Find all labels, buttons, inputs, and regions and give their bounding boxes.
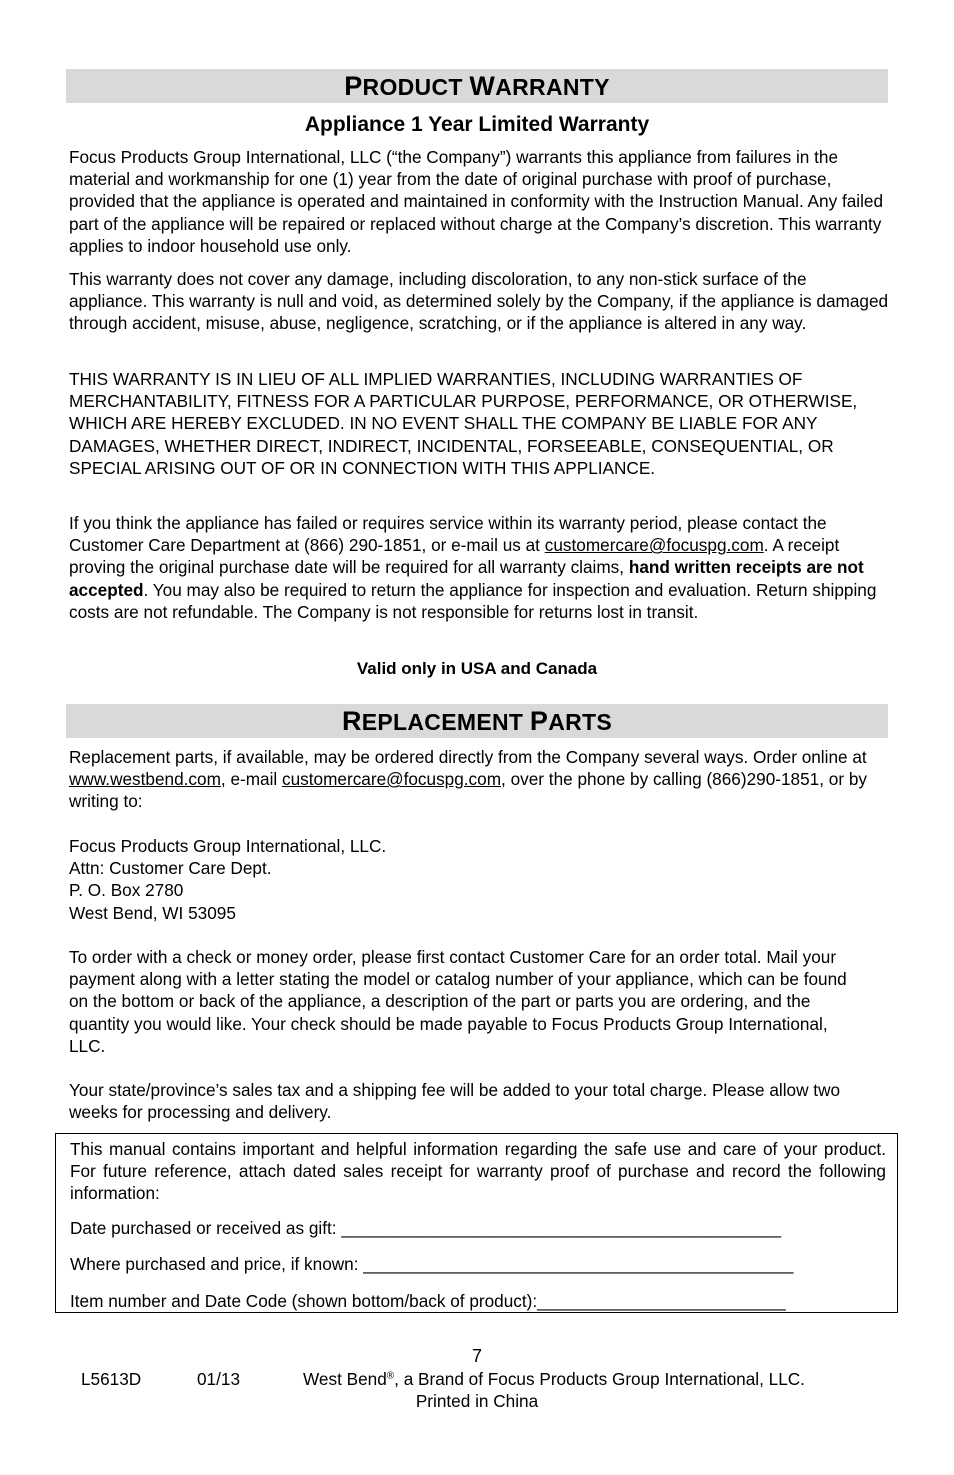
where-purchased-field[interactable]: Where purchased and price, if known: _____________________________________________	[70, 1254, 794, 1274]
text-run: . A receipt proving the original purchase date will be required for all warranty claims,	[69, 535, 840, 578]
address-line: Focus Products Group International, LLC.	[69, 836, 387, 856]
brand-text: , a Brand of Focus Products Group International, LLC.	[394, 1369, 805, 1389]
heading-initial: W	[469, 71, 496, 101]
heading-initial: P	[344, 71, 363, 101]
purchase-record-box	[55, 1133, 898, 1313]
address-line: West Bend, WI 53095	[69, 902, 236, 923]
heading-initial: P	[529, 706, 549, 736]
item-number-field[interactable]: Item number and Date Code (shown bottom/back of product):__________________________	[70, 1291, 786, 1311]
heading-initial: R	[341, 706, 362, 736]
product-warranty-heading	[66, 69, 888, 103]
registered-mark: ®	[386, 1370, 395, 1382]
bold-notice: hand written receipts are not accepted	[69, 557, 864, 600]
address-line: P. O. Box 2780	[69, 880, 184, 901]
email-link[interactable]: customercare@focuspg.com	[282, 769, 502, 790]
brand-line	[303, 1369, 805, 1390]
warranty-paragraph-4	[69, 512, 889, 623]
replacement-parts-heading	[66, 704, 888, 738]
document-code: L5613D	[81, 1369, 142, 1389]
address-line: Attn: Customer Care Dept.	[69, 858, 272, 879]
heading-text: ARTS	[548, 709, 613, 735]
printed-in: Printed in China	[415, 1391, 539, 1411]
warranty-paragraph-1: Focus Products Group International, LLC (“the Company”) warrants this appliance from failures in the material and workmanship for one (1) year from the date of original purchase with proof of purchase, provided that the appliance is operated and maintained in conformity with the Instruction Manual. Any failed part of the appliance will be repaired or replaced without charge at the Company’s discretion. This warranty applies to indoor household use only.	[69, 147, 884, 256]
email-link[interactable]: customercare@focuspg.com	[544, 535, 764, 556]
warranty-subtitle: Appliance 1 Year Limited Warranty	[304, 113, 650, 136]
text-run: , over the phone by calling (866)290-1851, or by writing to:	[69, 769, 867, 812]
text-run: Replacement parts, if available, may be ordered directly from the Company several ways. Order online at	[69, 747, 867, 767]
document-date: 01/13	[197, 1369, 241, 1389]
parts-paragraph-1	[69, 746, 869, 813]
heading-text: ARRANTY	[495, 74, 610, 100]
text-run: , e-mail	[220, 769, 283, 790]
record-intro: This manual contains important and helpful information regarding the safe use and care of your product. For future reference, attach dated sales receipt for warranty proof of purchase and record the following information:	[70, 1139, 886, 1204]
heading-text: EPLACEMENT	[361, 709, 530, 735]
brand-name: West Bend	[303, 1369, 387, 1389]
text-run: If you think the appliance has failed or requires service within its warranty period, please contact the Customer Care Department at (866) 290-1851, or e-mail us at	[69, 513, 827, 556]
validity-note: Valid only in USA and Canada	[356, 659, 598, 678]
text-run: . You may also be required to return the appliance for inspection and evaluation. Return shipping costs are not refundable. The Company is not responsible for returns lost in transit.	[69, 579, 877, 622]
warranty-paragraph-3: THIS WARRANTY IS IN LIEU OF ALL IMPLIED WARRANTIES, INCLUDING WARRANTIES OF MERCHANTABILITY, FITNESS FOR A PARTICULAR PURPOSE, PERFORMANCE, OR OTHERWISE, WHICH ARE HEREBY EXCLUDED. IN NO EVENT SHALL THE COMPANY BE LIABLE FOR ANY DAMAGES, WHETHER DIRECT, INDIRECT, INCIDENTAL, FORSEEABLE, CONSEQUENTIAL, OR SPECIAL ARISING OUT OF OR IN CONNECTION WITH THIS APPLIANCE.	[69, 369, 858, 478]
page-number: 7	[471, 1346, 482, 1366]
mailing-address	[69, 835, 889, 924]
heading-text: RODUCT	[362, 74, 470, 100]
parts-paragraph-2: To order with a check or money order, please first contact Customer Care for an order total. Mail your payment along with a letter stating the model or catalog number of your appliance, which can be found on the bottom or back of the appliance, a description of the part or parts you are ordering, and the quantity you would like. Your check should be made payable to Focus Products Group International, LLC.	[69, 947, 847, 1056]
date-purchased-field[interactable]: Date purchased or received as gift: ______________________________________________	[70, 1218, 782, 1238]
warranty-paragraph-2: This warranty does not cover any damage, including discoloration, to any non-stick surface of the appliance. This warranty is null and void, as determined solely by the Company, if the appliance is damaged through accident, misuse, abuse, negligence, scratching, or if the appliance is altered in any way.	[69, 269, 889, 334]
website-link[interactable]: www.westbend.com	[69, 769, 221, 790]
parts-paragraph-3: Your state/province’s sales tax and a shipping fee will be added to your total charge. Please allow two weeks for processing and delivery.	[69, 1080, 841, 1123]
